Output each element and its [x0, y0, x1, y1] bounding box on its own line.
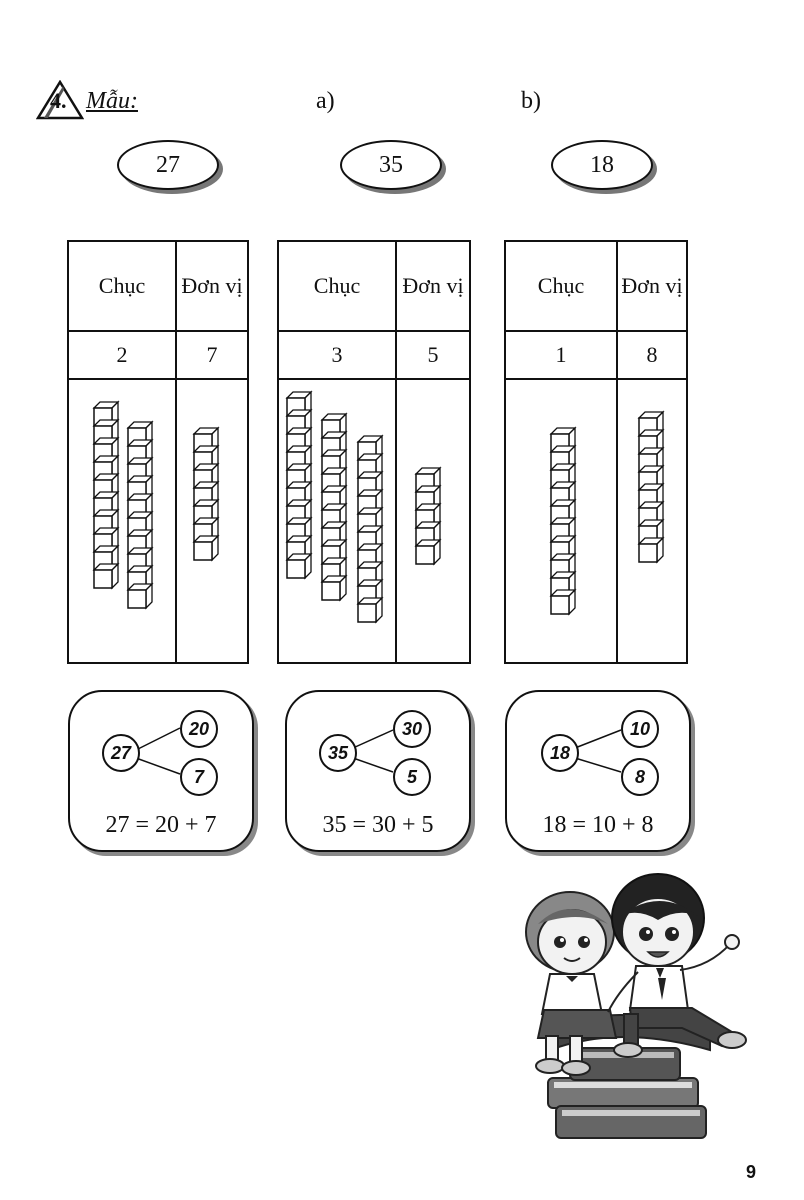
- decomposition-box-sample: [68, 690, 254, 852]
- tens-digit: 3: [331, 342, 343, 367]
- part-circle-units: 7: [180, 758, 218, 796]
- header-tens: Chục: [98, 273, 146, 298]
- number-oval-sample: 27: [117, 140, 219, 190]
- part-circle-units: 8: [621, 758, 659, 796]
- ten-rod: [551, 428, 575, 614]
- tens-digit: 1: [555, 342, 567, 367]
- unit-cubes: [416, 468, 440, 564]
- part-circle-tens: 10: [621, 710, 659, 748]
- whole-number-circle: 18: [541, 734, 579, 772]
- equation: 27 = 20 + 7: [105, 812, 217, 838]
- part-circle-units: 5: [393, 758, 431, 796]
- part-circle-tens: 20: [180, 710, 218, 748]
- header-units: Đơn vị: [621, 273, 683, 298]
- header-tens: Chục: [537, 273, 585, 298]
- ten-rod: [128, 422, 152, 608]
- equation: 18 = 10 + 8: [542, 812, 654, 838]
- whole-number-circle: 27: [102, 734, 140, 772]
- equation: 35 = 30 + 5: [322, 812, 434, 838]
- children-on-books-illustration: [510, 860, 760, 1160]
- number-oval-b: 18: [551, 140, 653, 190]
- ten-rod: [94, 402, 118, 588]
- ten-rod: [358, 436, 382, 622]
- units-digit: 5: [427, 342, 439, 367]
- exercise-number: 4.: [50, 88, 67, 113]
- header-tens: Chục: [313, 273, 361, 298]
- unit-cubes: [194, 428, 218, 560]
- ten-rod: [287, 392, 311, 578]
- part-a-label: a): [316, 88, 335, 114]
- units-digit: 7: [206, 342, 218, 367]
- page-number: 9: [746, 1162, 757, 1182]
- ten-rod: [322, 414, 346, 600]
- number-oval-a: 35: [340, 140, 442, 190]
- header-units: Đơn vị: [402, 273, 464, 298]
- units-digit: 8: [646, 342, 658, 367]
- decomposition-box-b: [505, 690, 691, 852]
- tens-digit: 2: [116, 342, 128, 367]
- header-units: Đơn vị: [181, 273, 243, 298]
- whole-number-circle: 35: [319, 734, 357, 772]
- sample-label: Mẫu:: [86, 88, 138, 114]
- part-circle-tens: 30: [393, 710, 431, 748]
- decomposition-box-a: [285, 690, 471, 852]
- part-b-label: b): [521, 88, 541, 114]
- unit-cubes: [639, 412, 663, 562]
